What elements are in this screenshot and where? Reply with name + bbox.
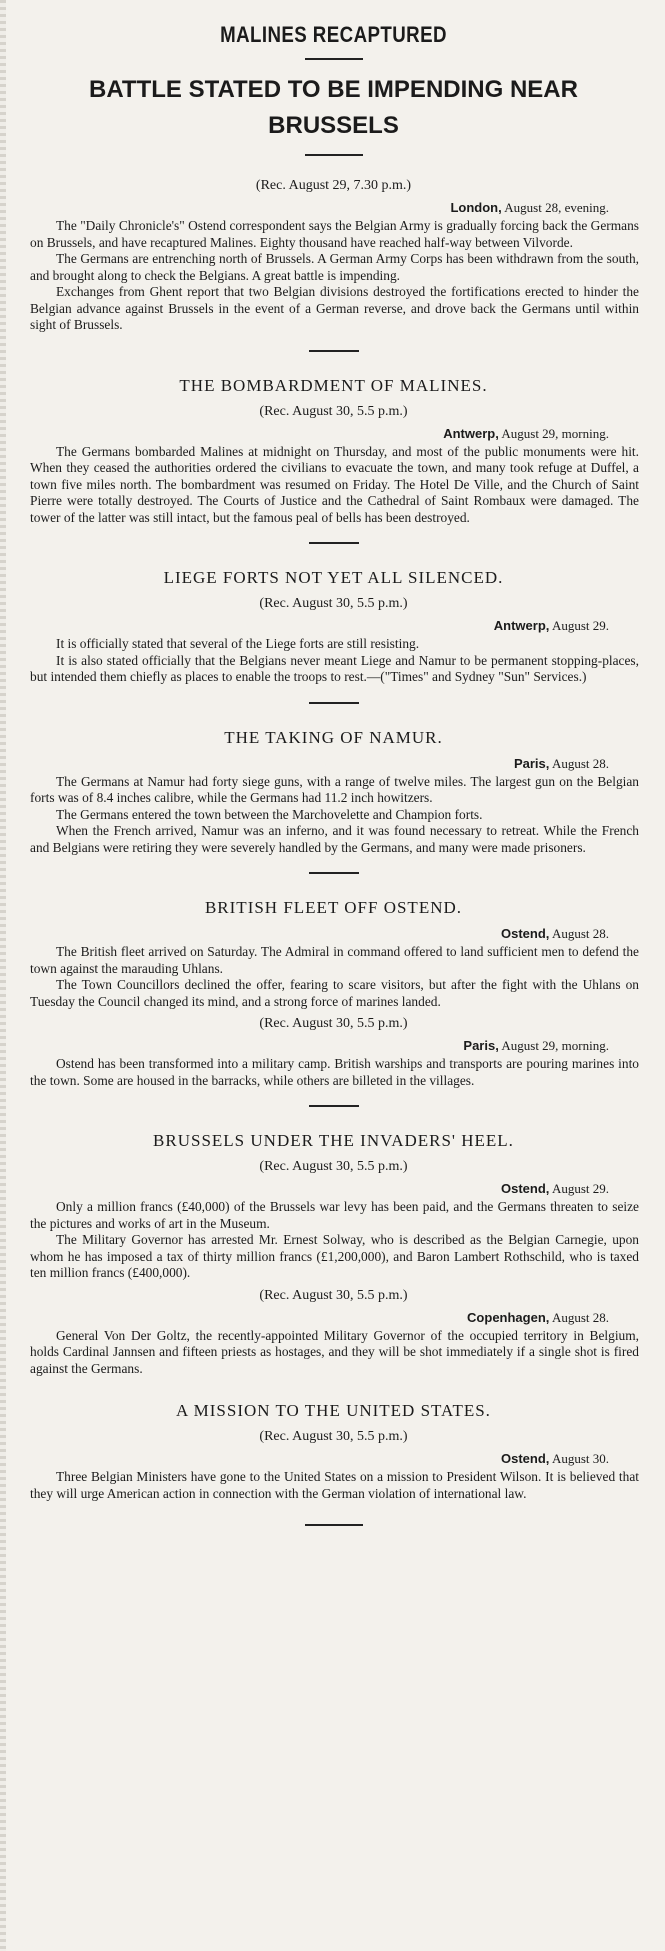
article-mission [22, 1401, 645, 1502]
dateline-date: August 28, evening. [504, 200, 609, 215]
masthead: MALINES RECAPTURED [220, 22, 447, 47]
section-title: LIEGE FORTS NOT YET ALL SILENCED. [163, 568, 504, 587]
dateline-date: August 28. [551, 926, 609, 941]
dateline [22, 756, 645, 772]
dateline [22, 426, 645, 442]
lead-article [22, 178, 645, 334]
dateline-date: August 29, morning. [501, 425, 609, 441]
paragraph: The Germans bombarded Malines at midnight on Thursday, and most of the public monuments were hit. When they ceased the authorities ordered the civilians to evacuate the town, and many took refuge at Duffel, a town five miles north. The bombardment was resumed on Friday. The Hotel De Ville, and the Church of Saint Pierre were totally destroyed. The Courts of Justice and the Cathedral of Saint Rombaux were damaged. The tower of the latter was still intact, but the famous peal of bells has been destroyed. [30, 443, 639, 525]
divider-rule [309, 542, 359, 544]
dateline-place: Paris, [513, 755, 550, 771]
article-namur [22, 728, 645, 857]
dateline-date: August 28. [551, 755, 609, 771]
dateline-date: August 28. [551, 1309, 609, 1325]
paragraph: The Germans are entrenching north of Brussels. A German Army Corps has been withdrawn from the south, and brought along to check the Belgians. A great battle is impending. [30, 251, 639, 283]
paragraph: It is also stated officially that the Belgians never meant Liege and Namur to be permanent stopping-places, but intended them chiefly as places to enable the troops to rest.—("Times" and Sydney "Sun" Services.) [30, 652, 639, 684]
divider-rule [309, 702, 359, 704]
section-title: THE BOMBARDMENT OF MALINES. [179, 375, 488, 395]
divider-rule [309, 872, 359, 874]
article-brussels [22, 1131, 645, 1377]
dateline-place: Paris, [463, 1038, 499, 1053]
dateline-place: Copenhagen, [467, 1309, 550, 1325]
article-fleet [22, 898, 645, 1089]
dateline-place: Ostend, [500, 1181, 550, 1196]
paragraph: The Town Councillors declined the offer, fearing to scare visitors, but after the fight with the Uhlans on Tuesday the Council changed its mind, and a strong force of marines landed. [30, 977, 639, 1009]
paragraph: Three Belgian Ministers have gone to the United States on a mission to President Wilson. It is believed that they will urge American action in connection with the German violation of international law. [30, 1469, 639, 1501]
paragraph: The Germans at Namur had forty siege guns, with a range of twelve miles. The largest gun on the Belgian forts was of 8.4 inches calibre, while the Germans had 11.2 inch howitzers. [30, 773, 639, 805]
dateline [22, 1451, 645, 1467]
paragraph: When the French arrived, Namur was an inferno, and it was found necessary to retreat. While the French and Belgians were retiring they were severely handled by the Germans, and many were made prisoners. [30, 823, 639, 855]
paragraph: The Military Governor has arrested Mr. Ernest Solway, who is described as the Belgian Carnegie, upon whom he has imposed a tax of thirty million francs (£1,200,000), and Baron Lambert Rothschild, who is taxed ten million francs (£400,000). [30, 1232, 639, 1280]
divider-rule [305, 58, 363, 60]
paragraph: It is officially stated that several of the Liege forts are still resisting. [56, 636, 420, 651]
dateline [22, 926, 645, 942]
received-line: (Rec. August 30, 5.5 p.m.) [259, 1429, 408, 1444]
paragraph: Ostend has been transformed into a military camp. British warships and transports are pouring marines into the town. Some are housed in the barracks, while others are billeted in the villages. [30, 1056, 639, 1088]
divider-rule [305, 1524, 363, 1526]
paragraph: Only a million francs (£40,000) of the Brussels war levy has been paid, and the Germans threaten to seize the pictures and works of art in the Museum. [30, 1199, 639, 1231]
divider-rule [309, 350, 359, 352]
dateline-place: Ostend, [500, 926, 550, 941]
dateline-date: August 30. [551, 1451, 609, 1466]
dateline [22, 1038, 645, 1054]
dateline [22, 1310, 645, 1326]
section-title: A MISSION TO THE UNITED STATES. [176, 1401, 491, 1420]
received-line: (Rec. August 30, 5.5 p.m.) [259, 1016, 408, 1031]
dateline-place: Antwerp, [493, 618, 550, 633]
received-line: (Rec. August 30, 5.5 p.m.) [259, 596, 408, 611]
dateline-place: Ostend, [500, 1451, 550, 1466]
dateline [22, 1181, 645, 1197]
paragraph: The "Daily Chronicle's" Ostend correspondent says the Belgian Army is gradually forcing back the Germans on Brussels, and have recaptured Malines. Eighty thousand have reached half-way between Vilvorde. [30, 218, 639, 250]
dateline [22, 618, 645, 634]
section-title: BRITISH FLEET OFF OSTEND. [204, 898, 463, 917]
received-line: (Rec. August 29, 7.30 p.m.) [255, 178, 412, 193]
paragraph: Exchanges from Ghent report that two Belgian divisions destroyed the fortifications erected to hinder the Belgian advance against Brussels in the event of a German reverse, and drove back the Germans until within sight of Brussels. [30, 284, 639, 332]
divider-rule [309, 1105, 359, 1107]
article-bombardment [22, 376, 645, 527]
received-line: (Rec. August 30, 5.5 p.m.) [259, 1287, 408, 1303]
paragraph: General Von Der Goltz, the recently-appointed Military Governor of the occupied territory in Belgium, holds Cardinal Jannsen and fifteen priests as hostages, and they will be shot immediately if a single shot is fired against the Germans. [30, 1327, 639, 1376]
headline: BATTLE STATED TO BE IMPENDING NEAR BRUSSELS [89, 76, 578, 139]
received-line: (Rec. August 30, 5.5 p.m.) [259, 1159, 408, 1174]
article-liege [22, 568, 645, 686]
dateline-date: August 29, morning. [501, 1038, 609, 1053]
dateline-place: London, [450, 200, 502, 215]
dateline-date: August 29. [551, 618, 609, 633]
divider-rule [305, 154, 363, 156]
section-title: THE TAKING OF NAMUR. [224, 727, 443, 747]
dateline-date: August 29. [551, 1181, 609, 1196]
dateline-place: Antwerp, [443, 425, 499, 441]
paragraph: The Germans entered the town between the Marchovelette and Champion forts. [56, 806, 483, 822]
page-edge [0, 0, 6, 1951]
received-line: (Rec. August 30, 5.5 p.m.) [259, 403, 408, 419]
paragraph: The British fleet arrived on Saturday. The Admiral in command offered to land sufficient men to defend the town against the marauding Uhlans. [30, 944, 639, 976]
section-title: BRUSSELS UNDER THE INVADERS' HEEL. [153, 1131, 514, 1150]
dateline [22, 200, 645, 216]
